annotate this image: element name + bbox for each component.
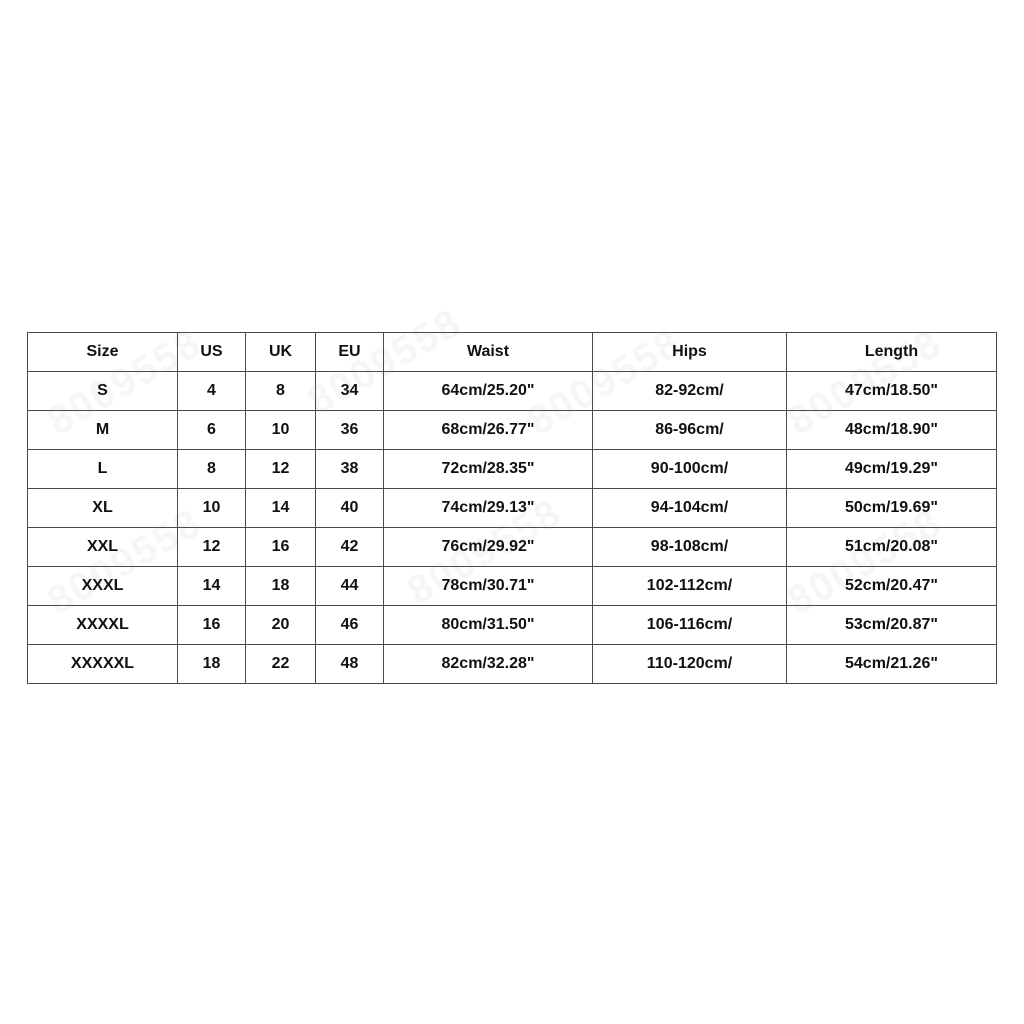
cell-hips: 98-108cm/: [593, 528, 787, 567]
cell-uk: 18: [246, 567, 316, 606]
table-row: [28, 645, 997, 684]
cell-size: XXXXL: [28, 606, 178, 645]
cell-length: 49cm/19.29": [787, 450, 997, 489]
cell-length: 48cm/18.90": [787, 411, 997, 450]
header-uk: UK: [246, 333, 316, 372]
table-row: [28, 606, 997, 645]
cell-waist: 78cm/30.71": [384, 567, 593, 606]
cell-size: XXXXXL: [28, 645, 178, 684]
cell-waist: 74cm/29.13": [384, 489, 593, 528]
header-size: Size: [28, 333, 178, 372]
cell-length: 54cm/21.26": [787, 645, 997, 684]
cell-uk: 20: [246, 606, 316, 645]
table-row: [28, 372, 997, 411]
cell-size: XL: [28, 489, 178, 528]
cell-eu: 36: [316, 411, 384, 450]
table-row: [28, 528, 997, 567]
table-row: [28, 567, 997, 606]
header-us: US: [178, 333, 246, 372]
table-row: [28, 450, 997, 489]
cell-length: 53cm/20.87": [787, 606, 997, 645]
cell-eu: 38: [316, 450, 384, 489]
cell-uk: 22: [246, 645, 316, 684]
cell-waist: 76cm/29.92": [384, 528, 593, 567]
cell-us: 8: [178, 450, 246, 489]
cell-eu: 40: [316, 489, 384, 528]
cell-waist: 68cm/26.77": [384, 411, 593, 450]
cell-hips: 94-104cm/: [593, 489, 787, 528]
cell-size: M: [28, 411, 178, 450]
cell-size: S: [28, 372, 178, 411]
cell-us: 18: [178, 645, 246, 684]
cell-eu: 34: [316, 372, 384, 411]
table-row: [28, 489, 997, 528]
cell-length: 50cm/19.69": [787, 489, 997, 528]
cell-waist: 82cm/32.28": [384, 645, 593, 684]
cell-us: 14: [178, 567, 246, 606]
cell-length: 52cm/20.47": [787, 567, 997, 606]
cell-us: 4: [178, 372, 246, 411]
cell-uk: 16: [246, 528, 316, 567]
cell-hips: 102-112cm/: [593, 567, 787, 606]
cell-size: XXL: [28, 528, 178, 567]
cell-hips: 106-116cm/: [593, 606, 787, 645]
cell-us: 16: [178, 606, 246, 645]
header-hips: Hips: [593, 333, 787, 372]
cell-length: 47cm/18.50": [787, 372, 997, 411]
cell-eu: 44: [316, 567, 384, 606]
cell-length: 51cm/20.08": [787, 528, 997, 567]
cell-uk: 12: [246, 450, 316, 489]
table-row: [28, 411, 997, 450]
header-eu: EU: [316, 333, 384, 372]
cell-uk: 8: [246, 372, 316, 411]
cell-size: L: [28, 450, 178, 489]
cell-uk: 14: [246, 489, 316, 528]
cell-us: 10: [178, 489, 246, 528]
cell-eu: 46: [316, 606, 384, 645]
cell-us: 6: [178, 411, 246, 450]
cell-hips: 82-92cm/: [593, 372, 787, 411]
cell-size: XXXL: [28, 567, 178, 606]
cell-hips: 86-96cm/: [593, 411, 787, 450]
cell-waist: 72cm/28.35": [384, 450, 593, 489]
header-row: [28, 333, 997, 372]
cell-waist: 80cm/31.50": [384, 606, 593, 645]
cell-eu: 48: [316, 645, 384, 684]
size-chart-table: [27, 332, 997, 684]
header-length: Length: [787, 333, 997, 372]
cell-us: 12: [178, 528, 246, 567]
cell-hips: 90-100cm/: [593, 450, 787, 489]
cell-eu: 42: [316, 528, 384, 567]
header-waist: Waist: [384, 333, 593, 372]
cell-hips: 110-120cm/: [593, 645, 787, 684]
cell-uk: 10: [246, 411, 316, 450]
cell-waist: 64cm/25.20": [384, 372, 593, 411]
